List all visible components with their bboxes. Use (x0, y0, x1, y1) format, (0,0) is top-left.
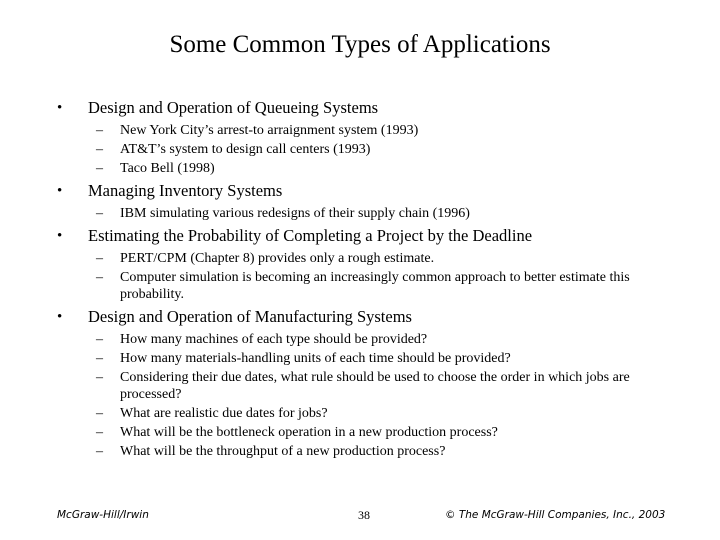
dash-icon: – (96, 123, 103, 138)
bullet-icon: • (57, 183, 63, 199)
sub-item-text: New York City’s arrest-to arraignment system (1993) (120, 123, 419, 138)
slide-title: Some Common Types of Applications (169, 31, 551, 58)
dash-icon: – (96, 425, 103, 440)
dash-icon: – (96, 332, 103, 347)
sub-item (96, 331, 697, 348)
sub-item (96, 443, 697, 460)
slide-content (57, 96, 697, 462)
sub-item (96, 405, 697, 422)
sub-item (96, 141, 697, 158)
bullet-icon: • (57, 100, 63, 116)
sub-item-text: IBM simulating various redesigns of their supply chain (1996) (120, 206, 470, 221)
bullet-project-deadline (57, 224, 697, 250)
dash-icon: – (96, 406, 103, 421)
footer-copyright: © The McGraw-Hill Companies, Inc., 2003 (445, 509, 666, 521)
bullet-icon: • (57, 309, 63, 325)
sub-item (96, 160, 697, 177)
page-number: 38 (358, 508, 370, 522)
dash-icon: – (96, 206, 103, 221)
sub-item-text: PERT/CPM (Chapter 8) provides only a rough estimate. (120, 251, 435, 266)
sub-item-text: What are realistic due dates for jobs? (120, 406, 328, 421)
dash-icon: – (96, 251, 103, 266)
bullet-inventory-systems (57, 179, 697, 205)
sub-item-text: What will be the bottleneck operation in a new production process? (120, 425, 498, 440)
sub-item (96, 424, 697, 441)
sub-item (96, 122, 697, 139)
bullet-heading: Estimating the Probability of Completing a Project by the Deadline (88, 226, 533, 245)
sub-item-text: Computer simulation is becoming an increasingly common approach to better estimate this probability. (120, 270, 630, 302)
bullet-manufacturing-systems (57, 305, 697, 331)
sub-item-text: AT&T’s system to design call centers (1993) (120, 142, 371, 157)
dash-icon: – (96, 161, 103, 176)
bullet-queueing-systems (57, 96, 697, 122)
bullet-heading: Design and Operation of Queueing Systems (88, 98, 379, 117)
sub-item (96, 269, 697, 303)
sub-item-text: How many machines of each type should be provided? (120, 332, 428, 347)
sub-item-text: Taco Bell (1998) (120, 161, 215, 176)
bullet-icon: • (57, 228, 63, 244)
dash-icon: – (96, 370, 103, 385)
dash-icon: – (96, 142, 103, 157)
sub-item-text: What will be the throughput of a new production process? (120, 444, 446, 459)
sub-item (96, 250, 697, 267)
sub-item-text: Considering their due dates, what rule should be used to choose the order in which jobs are processed? (120, 370, 630, 402)
sub-item (96, 350, 697, 367)
dash-icon: – (96, 444, 103, 459)
sub-item-text: How many materials-handling units of each time should be provided? (120, 351, 511, 366)
bullet-heading: Design and Operation of Manufacturing Systems (88, 307, 412, 326)
sub-item (96, 369, 697, 403)
dash-icon: – (96, 351, 103, 366)
footer-publisher: McGraw-Hill/Irwin (57, 509, 149, 521)
bullet-heading: Managing Inventory Systems (88, 181, 283, 200)
dash-icon: – (96, 270, 103, 285)
sub-item (96, 205, 697, 222)
